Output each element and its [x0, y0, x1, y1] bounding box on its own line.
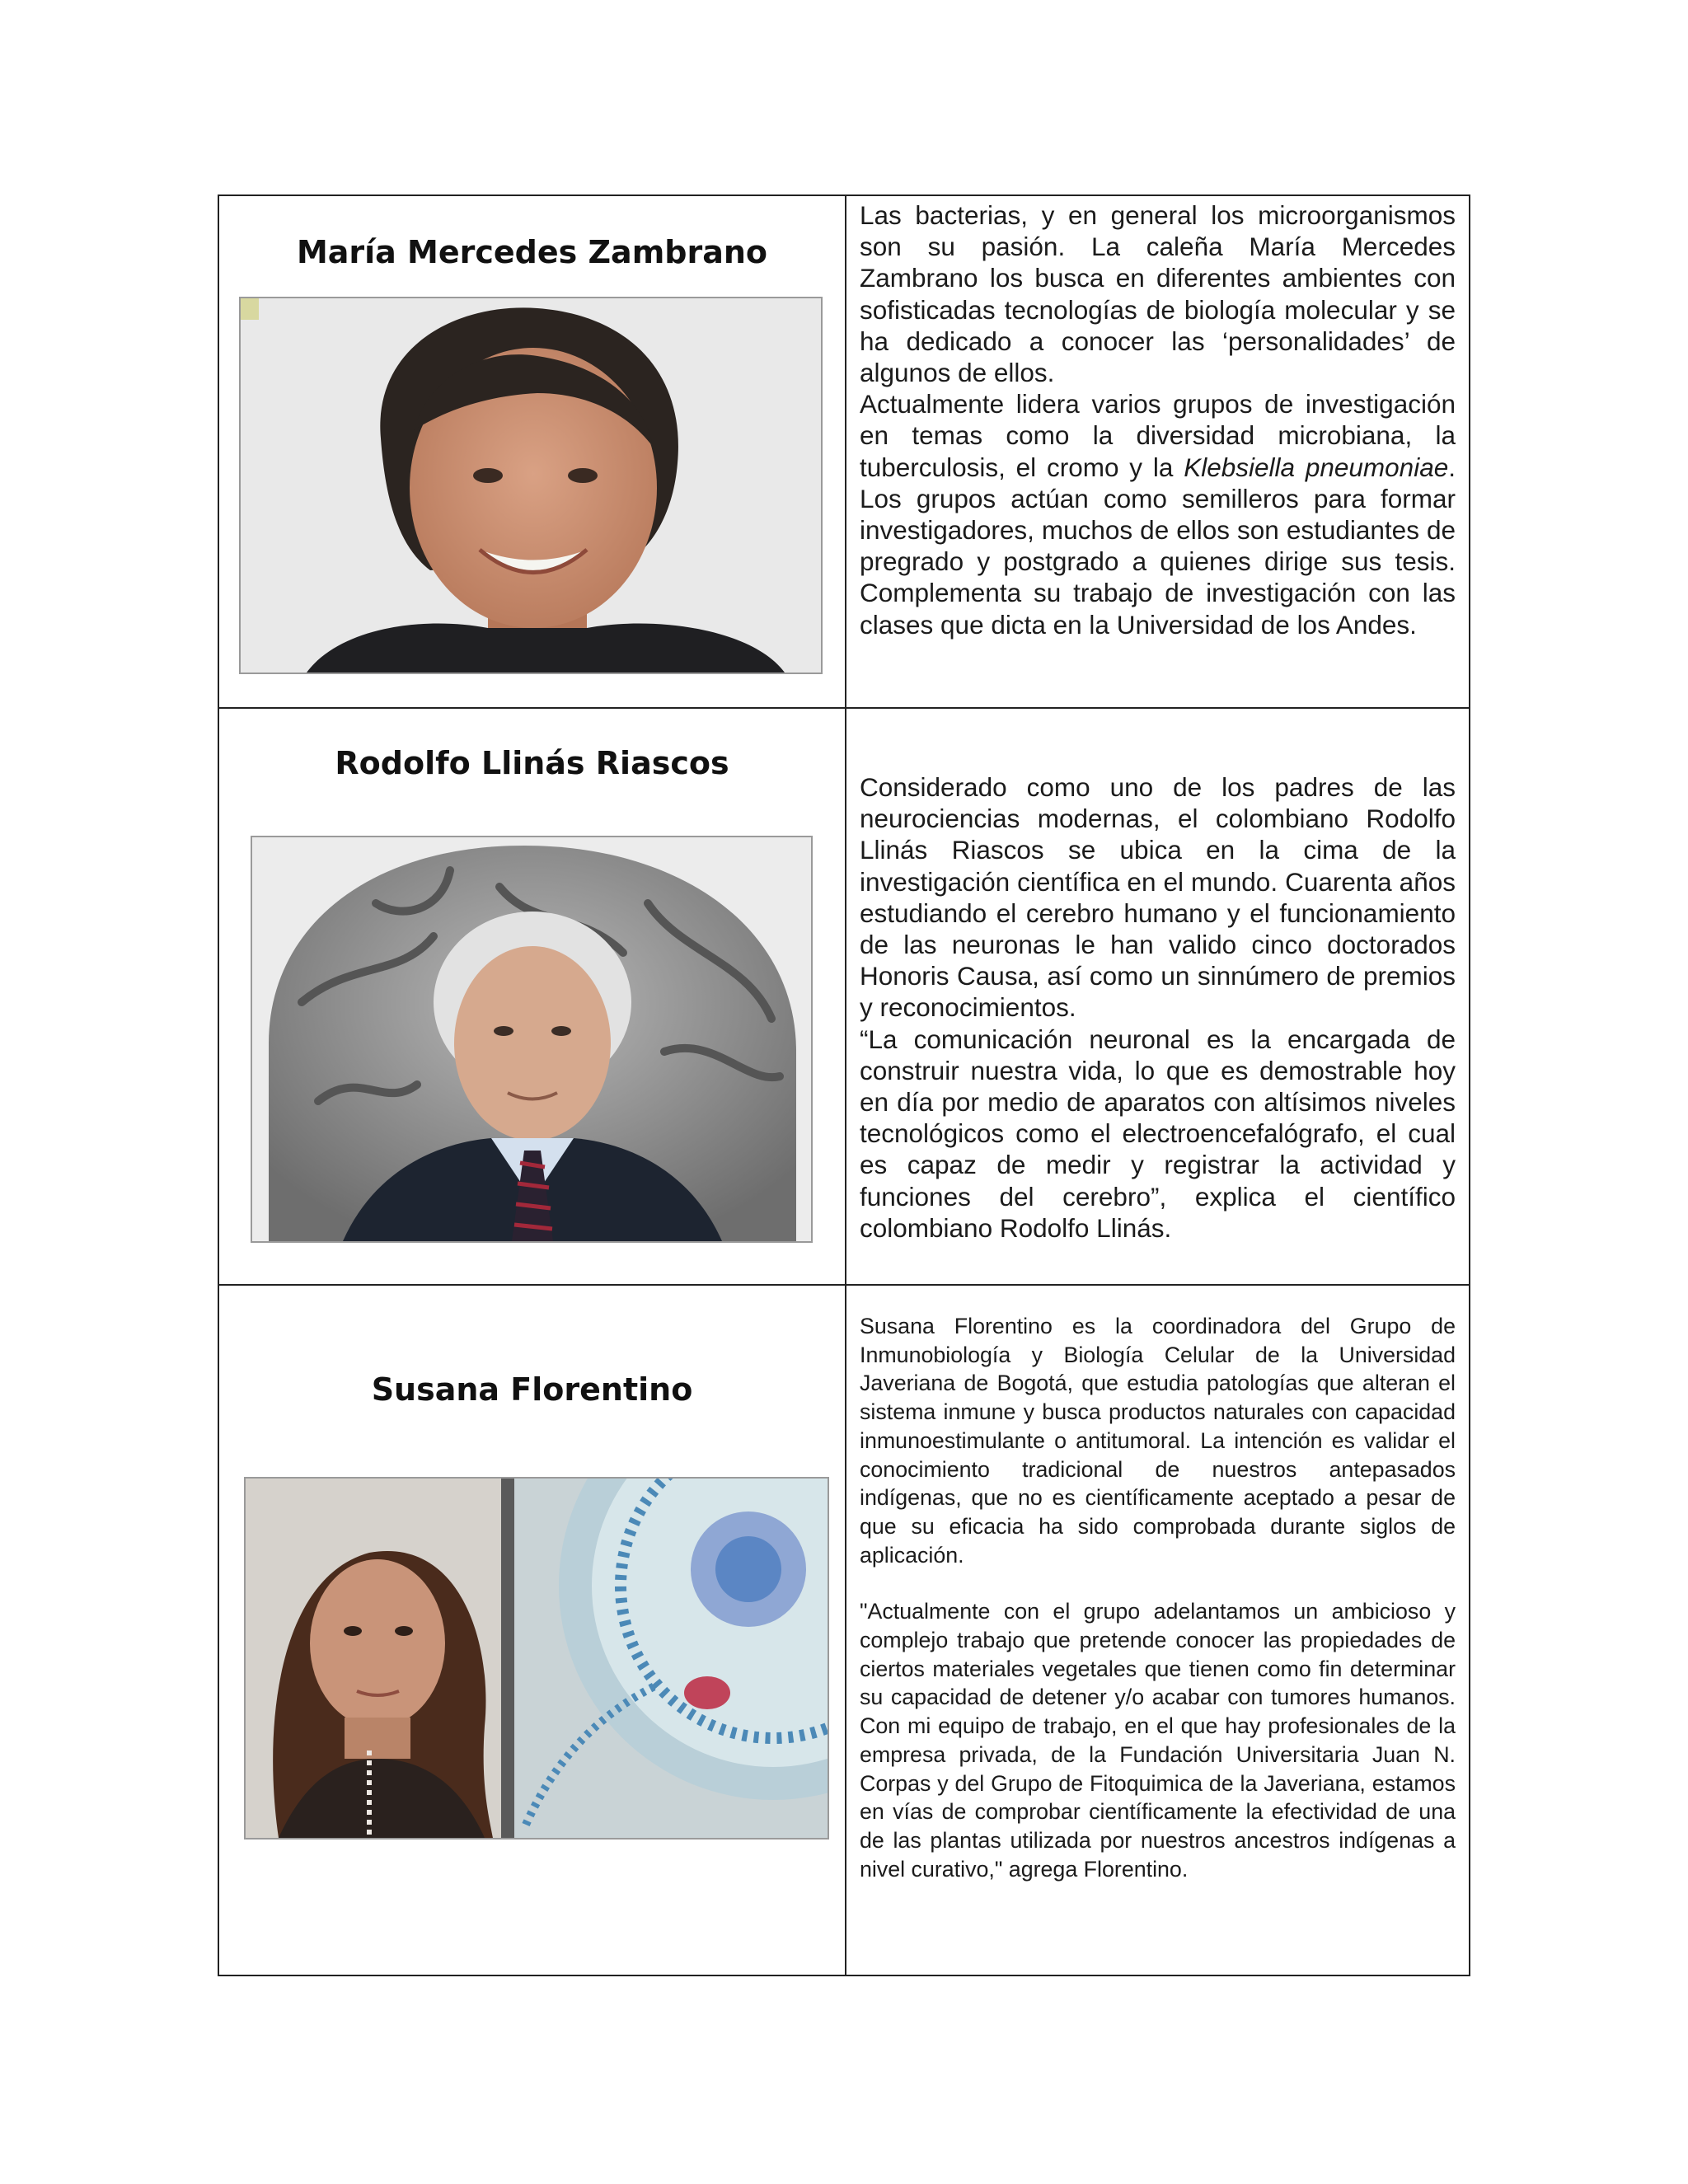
bio-paragraph: "Actualmente con el grupo adelantamos un ambicioso y complejo trabajo que pretende conocer las propiedades de ciertos materiales vegetales que tienen como fin determinar su capacidad de detener y/o acabar con tumores humanos. Con mi equipo de trabajo, en el que hay profesionales de la empresa privada, de la Fundación Universitaria Juan N. Corpas y del Grupo de Fitoquimica de la Javeriana, estamos en vías de comprobar científicamente la efectividad de una de las plantas utilizada por nuestros ancestros indígenas a nivel curativo," agrega Florentino. [860, 1599, 1456, 1882]
profile-row [219, 707, 1469, 1284]
bio-paragraph: Las bacterias, y en general los microorganismos son su pasión. La caleña María Mercedes Zambrano los busca en diferentes ambientes con sofisticadas tecnologías de biología molecular y se ha dedicado a conocer las ‘personalidades’ de algunos de ellos. [860, 200, 1456, 388]
bio-paragraph: “La comunicación neuronal es la encargada de construir nuestra vida, lo que es demostrable hoy en día por medio de aparatos con altísimos niveles tecnológicos como el electroencefalógrafo, el cual es capaz de medir y registrar la actividad y funciones del cerebro”, explica el científico colombiano Rodolfo Llinás. [860, 1024, 1456, 1243]
bio-text [860, 196, 1456, 640]
bio-paragraph: Susana Florentino es la coordinadora del Grupo de Inmunobiología y Biología Celular de la Universidad Javeriana de Bogotá, que estudia patologías que alteran el sistema inmune y busca productos naturales con capacidad inmunoestimulante o antitumoral. La intención es validar el conocimiento tradicional de nuestros antepasados indígenas, que no es científicamente aceptado a pesar de que su eficacia ha sido comprobada durante siglos de aplicación. [860, 1314, 1456, 1568]
profile-row [219, 196, 1469, 707]
bio-text [860, 1286, 1456, 1883]
bio-paragraph: Considerado como uno de los padres de las neurociencias modernas, el colombiano Rodolfo Llinás Riascos se ubica en la cima de la investigación científica en el mundo. Cuarenta años estudiando el cerebro humano y el funcionamiento de las neuronas le han valido cinco doctorados Honoris Causa, así como un sinnúmero de premios y reconocimientos. [860, 772, 1456, 1023]
profile-row [219, 1284, 1469, 1975]
bio-text-segment: . Los grupos actúan como semilleros para formar investigadores, muchos de ellos son estudiantes de pregrado y postgrado a quienes dirige sus tesis. Complementa su trabajo de investigación con las clases que dicta en la Universidad de los Andes. [860, 452, 1456, 640]
profile-left-cell [219, 709, 846, 1284]
profile-left-cell [219, 1286, 846, 1975]
portrait-man-with-brain-background-icon [251, 836, 813, 1243]
profile-left-cell [219, 196, 846, 707]
bio-paragraph [860, 388, 1456, 640]
portrait-woman-with-cell-diagram-icon [244, 1477, 829, 1840]
person-name: Susana Florentino [371, 1371, 693, 1408]
paragraph-spacer [860, 1569, 1456, 1597]
profile-bio-cell [846, 1286, 1469, 1975]
bio-text-segment: Actualmente lidera varios grupos de investigación en temas como la diversidad microbiana, la tuberculosis, el cromo y la [860, 389, 1456, 482]
portrait-woman-short-hair-icon [239, 297, 823, 674]
profile-bio-cell [846, 709, 1469, 1284]
person-name: Rodolfo Llinás Riascos [335, 745, 729, 781]
profile-bio-cell [846, 196, 1469, 707]
profiles-table [218, 194, 1470, 1976]
bio-text [860, 709, 1456, 1244]
species-name-italic: Klebsiella pneumoniae [1184, 452, 1449, 482]
person-name: María Mercedes Zambrano [296, 234, 768, 270]
